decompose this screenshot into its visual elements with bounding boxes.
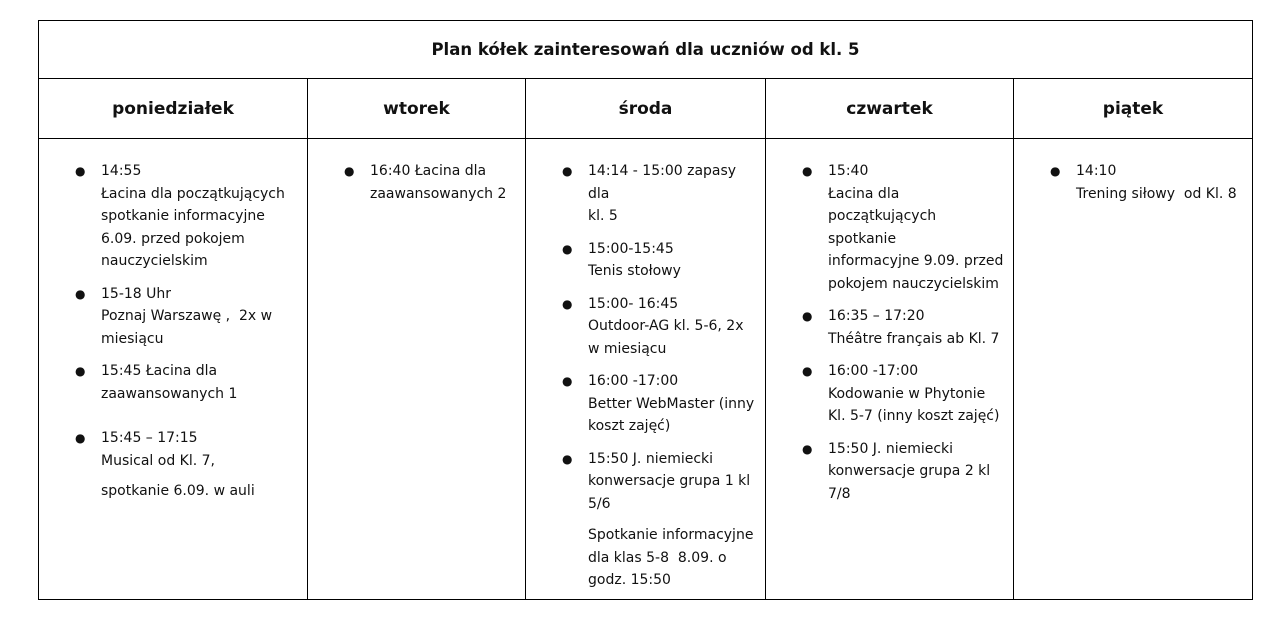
activity-line: 15:40 bbox=[828, 163, 869, 179]
activity-line: 14:10 bbox=[1076, 163, 1117, 179]
activity-item bbox=[526, 448, 765, 516]
bullet-dot-icon: ● bbox=[802, 309, 813, 323]
activity-line: Musical od Kl. 7, bbox=[101, 452, 215, 469]
day-cell-wednesday bbox=[526, 139, 766, 600]
activity-line: Kl. 5-7 (inny koszt zajęć) bbox=[828, 408, 1000, 424]
activity-line: Łacina dla bbox=[828, 185, 900, 202]
day-header-tuesday: wtorek bbox=[308, 79, 526, 138]
activity-line: spotkanie informacyjne bbox=[101, 208, 265, 224]
activity-line: 14:55 bbox=[101, 163, 142, 179]
bullet-dot-icon: ● bbox=[75, 164, 86, 178]
day-cell-tuesday bbox=[308, 139, 526, 600]
bullet-dot-icon: ● bbox=[802, 441, 813, 456]
activity-line: koszt zajęć) bbox=[588, 418, 671, 434]
bullet-dot-icon: ● bbox=[344, 164, 355, 178]
activity-item bbox=[39, 427, 307, 472]
activity-line: 16:35 – 17:20 bbox=[828, 308, 925, 324]
activity-line: 15:45 – 17:15 bbox=[101, 430, 198, 446]
activity-line: 16:00 -17:00 bbox=[588, 373, 679, 389]
bullet-dot-icon: ● bbox=[75, 286, 86, 301]
bullet-dot-icon: ● bbox=[562, 374, 573, 388]
bullet-dot-icon: ● bbox=[802, 364, 813, 378]
activity-line: Łacina dla początkujących bbox=[101, 185, 285, 202]
activity-item bbox=[526, 160, 765, 228]
activity-item bbox=[766, 160, 1013, 295]
activity-item bbox=[1014, 160, 1252, 205]
activity-line: 16:40 Łacina dla bbox=[370, 163, 487, 179]
activity-line: początkujących spotkanie bbox=[828, 208, 941, 247]
activity-line: Poznaj Warszawę , 2x w bbox=[101, 308, 273, 324]
activity-item bbox=[39, 360, 307, 405]
activity-line: miesiącu bbox=[101, 330, 164, 347]
activity-line: pokojem nauczycielskim bbox=[828, 275, 999, 292]
table-title: Plan kółek zainteresowań dla uczniów od kl. 5 bbox=[39, 21, 1252, 79]
bullet-dot-icon: ● bbox=[75, 431, 86, 445]
activity-item bbox=[766, 438, 1013, 506]
activity-line: konwersacje grupa 1 kl bbox=[588, 473, 751, 489]
activity-note: spotkanie 6.09. w auli bbox=[101, 483, 255, 499]
activity-line: 6.09. przed pokojem bbox=[101, 230, 245, 247]
activity-line: 7/8 bbox=[828, 485, 851, 502]
activities-row bbox=[39, 139, 1252, 600]
activity-item bbox=[308, 160, 525, 205]
bullet-dot-icon: ● bbox=[1050, 164, 1061, 178]
bullet-dot-icon: ● bbox=[562, 296, 573, 311]
schedule-table bbox=[38, 20, 1253, 600]
activity-line: Trening siłowy od Kl. 8 bbox=[1076, 185, 1237, 202]
activity-item bbox=[766, 360, 1013, 428]
activity-item bbox=[526, 293, 765, 361]
activity-note: Spotkanie informacyjne dla klas 5-8 8.09. o godz. 15:50 bbox=[588, 527, 754, 588]
activity-item bbox=[526, 370, 765, 438]
activity-line: zaawansowanych 2 bbox=[370, 185, 507, 202]
bullet-dot-icon: ● bbox=[75, 364, 86, 378]
activity-line: w miesiącu bbox=[588, 340, 667, 357]
activity-line: Tenis stołowy bbox=[588, 263, 681, 279]
activity-line: informacyjne 9.09. przed bbox=[828, 253, 1004, 269]
activity-list bbox=[766, 160, 1013, 505]
activity-line: 15:00- 16:45 bbox=[588, 295, 679, 312]
bullet-dot-icon: ● bbox=[562, 451, 573, 466]
day-header-wednesday: środa bbox=[526, 79, 766, 138]
activity-line: 15:50 J. niemiecki bbox=[588, 450, 714, 467]
bullet-dot-icon: ● bbox=[802, 164, 813, 178]
activity-line: 14:14 - 15:00 zapasy dla bbox=[588, 163, 741, 202]
activity-item bbox=[39, 283, 307, 351]
day-header-thursday: czwartek bbox=[766, 79, 1014, 138]
activity-line: 15:50 J. niemiecki bbox=[828, 440, 954, 457]
activity-line: nauczycielskim bbox=[101, 253, 208, 269]
activity-line: kl. 5 bbox=[588, 208, 618, 224]
activity-item bbox=[39, 160, 307, 273]
activity-list bbox=[39, 160, 307, 503]
activity-line: Outdoor-AG kl. 5-6, 2x bbox=[588, 318, 744, 334]
activity-item bbox=[766, 305, 1013, 350]
activity-list bbox=[308, 160, 525, 205]
activity-line: zaawansowanych 1 bbox=[101, 385, 238, 402]
activity-line: Better WebMaster (inny bbox=[588, 395, 755, 412]
activity-line: 15-18 Uhr bbox=[101, 285, 172, 302]
activity-line: 15:00-15:45 bbox=[588, 240, 674, 257]
day-cell-monday bbox=[39, 139, 308, 600]
activity-line: 15:45 Łacina dla bbox=[101, 363, 218, 379]
activity-list bbox=[1014, 160, 1252, 205]
activity-list bbox=[526, 160, 765, 592]
day-header-friday: piątek bbox=[1102, 98, 1164, 119]
activity-line: 16:00 -17:00 bbox=[828, 363, 919, 379]
day-cell-thursday bbox=[766, 139, 1014, 600]
bullet-dot-icon: ● bbox=[562, 164, 573, 178]
day-cell-friday bbox=[1014, 139, 1252, 600]
day-header-row bbox=[39, 79, 1252, 139]
activity-line: konwersacje grupa 2 kl bbox=[828, 463, 991, 479]
bullet-dot-icon: ● bbox=[562, 241, 573, 256]
activity-line: 5/6 bbox=[588, 495, 611, 512]
activity-line: Kodowanie w Phytonie bbox=[828, 385, 986, 402]
activity-line: Théâtre français ab Kl. 7 bbox=[828, 330, 1000, 347]
day-header-monday: poniedziałek bbox=[39, 79, 308, 138]
activity-item bbox=[526, 238, 765, 283]
